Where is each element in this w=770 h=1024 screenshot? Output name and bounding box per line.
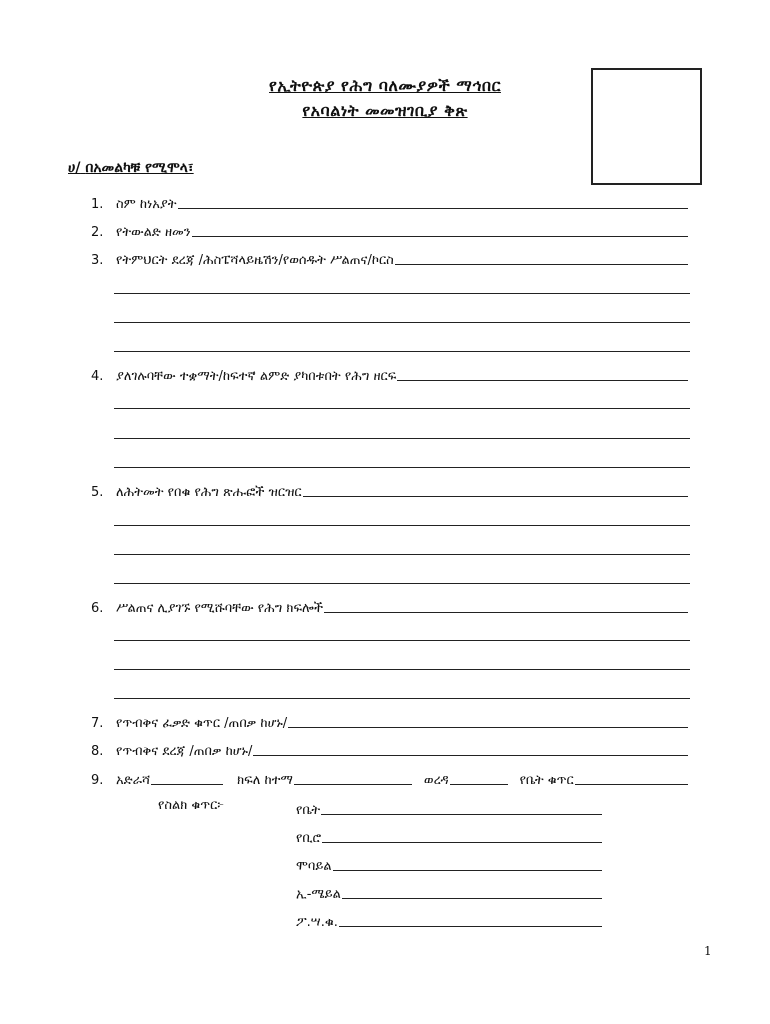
item-number: 1. (91, 197, 104, 212)
answer-line[interactable] (333, 869, 602, 871)
answer-line[interactable] (322, 841, 602, 843)
page-number: 1 (704, 944, 712, 958)
answer-line[interactable] (395, 263, 688, 265)
answer-line[interactable] (303, 495, 688, 497)
field-birth-year[interactable] (91, 220, 688, 240)
house-number-line[interactable] (575, 783, 688, 785)
answer-line[interactable] (288, 726, 688, 728)
item-number: 3. (91, 253, 104, 268)
form-title: የኢትዮጵያ የሕግ ባለሙያዎች ማኅበር (269, 76, 501, 95)
field-publications[interactable] (91, 480, 688, 500)
item-label: ያለገሉባቸው ተቋማት/ከፍተኛ ልምድ ያካበቱበት የሕግ ዘርፍ (116, 369, 397, 384)
section-title: በአመልካቹ የሚሞላ፣ (85, 160, 194, 176)
section-heading (68, 160, 194, 176)
answer-line[interactable] (342, 897, 602, 899)
woreda-label: ወረዳ (423, 773, 449, 788)
phone-row-label: ኢ-ሜይል (296, 887, 341, 902)
item-label: ለሕትመት የበቁ የሕግ ጽሑፎች ዝርዝር (116, 485, 302, 500)
answer-line[interactable] (178, 207, 689, 209)
answer-line[interactable] (114, 438, 690, 439)
item-label: ስም ከነአያት (116, 197, 177, 212)
house-number-label: የቤት ቁጥር (519, 773, 574, 788)
item-number: 5. (91, 485, 104, 500)
answer-line[interactable] (253, 754, 688, 756)
subcity-label: ክፍለ ከተማ (237, 773, 293, 788)
answer-line[interactable] (321, 813, 602, 815)
field-mobile[interactable] (296, 854, 602, 874)
answer-line[interactable] (114, 525, 690, 526)
item-number: 9. (91, 773, 104, 788)
field-training[interactable] (91, 596, 688, 616)
field-license-number[interactable] (91, 711, 688, 731)
item-number: 7. (91, 716, 104, 731)
subcity-line[interactable] (294, 783, 412, 785)
item-label: የጥብቅና ፈቃድ ቁጥር /ጠበቃ ከሆኑ/ (116, 716, 288, 731)
phone-label: የስልክ ቁጥር፦ (158, 798, 225, 813)
phone-row-label: ሞባይል (296, 859, 332, 874)
section-label: ሀ/ (68, 160, 81, 176)
answer-line[interactable] (114, 351, 690, 352)
item-number: 8. (91, 744, 104, 759)
answer-line[interactable] (192, 235, 688, 237)
field-full-name[interactable] (91, 192, 688, 212)
item-number: 6. (91, 601, 104, 616)
answer-line[interactable] (114, 640, 690, 641)
field-experience[interactable] (91, 364, 688, 384)
item-number: 2. (91, 225, 104, 240)
phone-row-label: የቢሮ (296, 831, 322, 846)
item-label: የትውልድ ዘመን (116, 225, 191, 240)
answer-line[interactable] (397, 379, 688, 381)
field-address[interactable] (91, 768, 688, 788)
address-label: አድራሻ (116, 773, 151, 788)
phone-row-label: ፖ.ሣ.ቁ. (296, 915, 338, 930)
answer-line[interactable] (114, 293, 690, 294)
field-email[interactable] (296, 882, 602, 902)
form-subtitle: የአባልነት መመዝገቢያ ቅጽ (302, 101, 468, 120)
answer-line[interactable] (114, 583, 690, 584)
item-label: የትምህርት ደረጃ /ሕስፔሻላይዜሽን/የወሰዱት ሥልጠና/ኮርስ (116, 253, 394, 268)
field-po-box[interactable] (296, 910, 602, 930)
answer-line[interactable] (324, 611, 688, 613)
field-license-level[interactable] (91, 739, 688, 759)
item-number: 4. (91, 369, 104, 384)
answer-line[interactable] (114, 408, 690, 409)
field-office-phone[interactable] (296, 826, 602, 846)
answer-line[interactable] (114, 322, 690, 323)
item-label: የጥብቅና ደረጃ /ጠበቃ ከሆኑ/ (116, 744, 253, 759)
field-home-phone[interactable] (296, 798, 602, 818)
photo-box (591, 68, 702, 185)
address-line[interactable] (151, 783, 223, 785)
answer-line[interactable] (114, 554, 690, 555)
answer-line[interactable] (339, 925, 602, 927)
answer-line[interactable] (114, 698, 690, 699)
phone-row-label: የቤት (296, 803, 321, 818)
woreda-line[interactable] (450, 783, 508, 785)
item-label: ሥልጠና ሊያገኙ የሚሹባቸው የሕግ ክፍሎች (116, 601, 324, 616)
answer-line[interactable] (114, 467, 690, 468)
answer-line[interactable] (114, 669, 690, 670)
field-education[interactable] (91, 248, 688, 268)
